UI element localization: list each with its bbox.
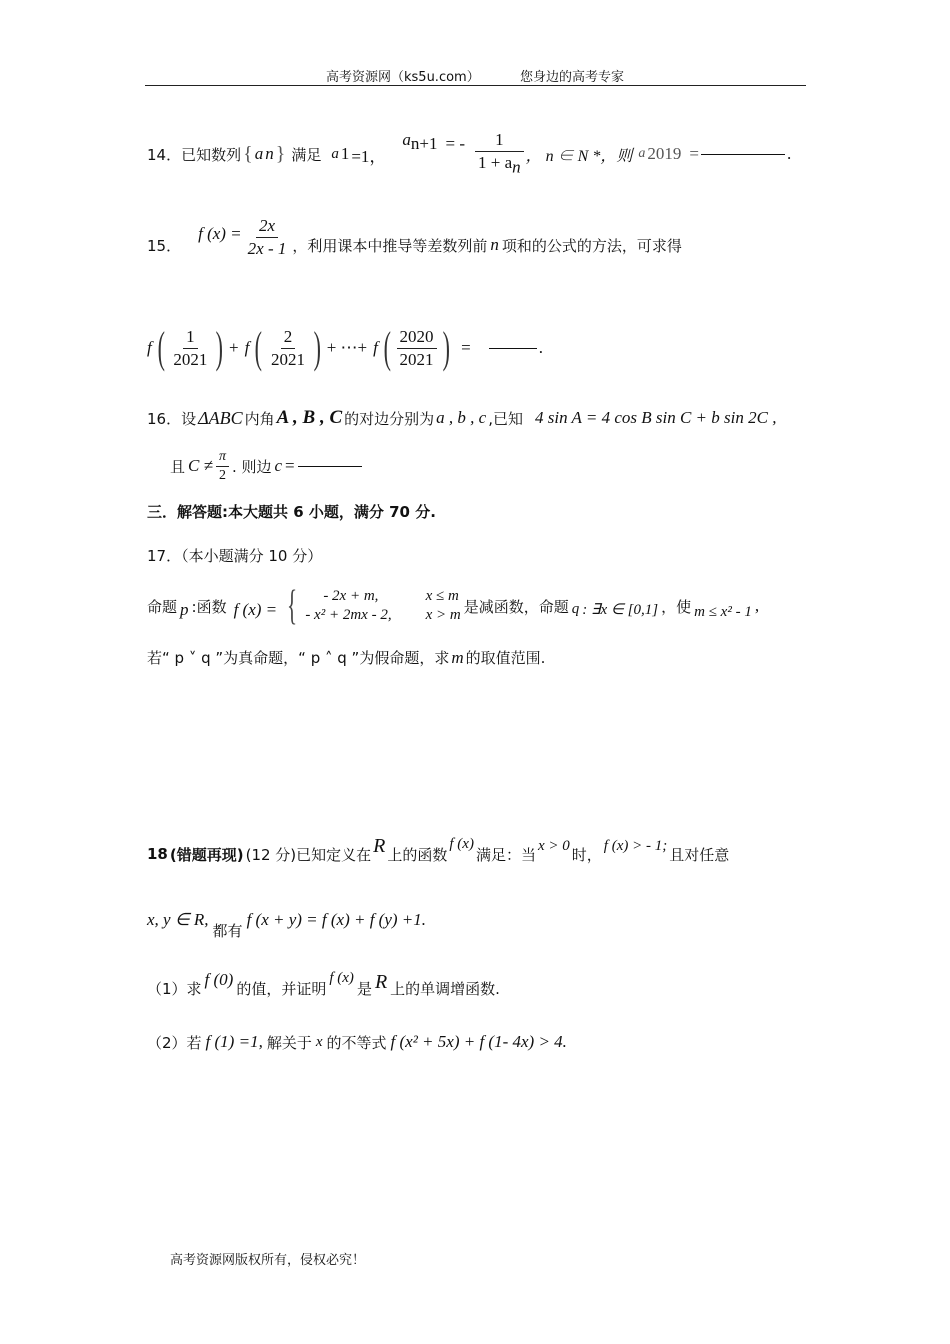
q18-p2-cond: f (1) =1, bbox=[205, 1032, 263, 1051]
q14-end: . bbox=[786, 144, 792, 163]
q15-fraction bbox=[245, 215, 290, 260]
q15-dots: + ⋯+ bbox=[326, 338, 368, 357]
q17-line2-text: 若“ p ˅ q ”为真命题，“ p ˄ q ”为假命题，求 bbox=[147, 649, 450, 667]
q18-cond: x > 0 bbox=[537, 837, 570, 854]
header-site: 高考资源网（ks5u.com） bbox=[326, 70, 480, 85]
q16-c: c bbox=[274, 456, 283, 475]
q15-plus: + bbox=[229, 338, 239, 357]
q16-line2 bbox=[170, 444, 362, 488]
q15-number: 15． bbox=[147, 236, 182, 255]
q14-seq: a bbox=[254, 144, 264, 163]
q18-p1-fx: f (x) bbox=[329, 969, 354, 986]
q16-two: 2 bbox=[216, 466, 229, 485]
q14-frac-den: 1 + a bbox=[478, 153, 513, 173]
q14-target: a bbox=[638, 146, 646, 161]
q18-part1 bbox=[147, 968, 500, 1008]
q14-nset: ， n ∈ N *，则 bbox=[525, 147, 633, 165]
q14-rec-lhs: a bbox=[402, 129, 411, 149]
q17-colon: :函数 bbox=[191, 597, 227, 616]
q18-line2-eq: f (x + y) = f (x) + f (y) +1. bbox=[246, 910, 427, 929]
q14-target-eq: = bbox=[689, 144, 699, 163]
question-16 bbox=[147, 402, 776, 434]
q15-frac-den: 2x - 1 bbox=[247, 238, 287, 258]
q14-fraction bbox=[475, 129, 524, 178]
q17-p: p bbox=[180, 600, 189, 619]
q17-m: m bbox=[451, 647, 464, 667]
q17-p-label: 命题 bbox=[147, 597, 178, 616]
q16-number: 16．设 bbox=[147, 409, 197, 428]
footer-copyright: 高考资源网版权所有，侵权必究！ bbox=[170, 1253, 366, 1268]
q17-text1: 是减函数，命题 bbox=[463, 597, 569, 616]
q15-text2: 项和的公式的方法，可求得 bbox=[501, 236, 682, 255]
q18-text3: 时， bbox=[571, 845, 602, 864]
question-14: 14．已知数列 { a n } 满足 a 1 =1， $a_{n+1}$ = - $\frac{1}{1 + a_n}$ ， n ∈ N *，则 a 2019 = . bbox=[147, 129, 792, 177]
question-15 bbox=[147, 209, 682, 265]
q16-line2-prefix: 且 bbox=[170, 457, 186, 476]
q14-a1-sub: 1 bbox=[340, 144, 350, 163]
q16-cond: C ≠ bbox=[188, 456, 213, 475]
q17-comma: , bbox=[754, 596, 760, 615]
q15-f1-num: 1 bbox=[183, 326, 198, 349]
section-3-heading: 三．解答题:本大题共 6 小题，满分 70 分. bbox=[147, 503, 436, 521]
q14-cond-text: 满足 bbox=[291, 145, 322, 164]
q15-f2: f bbox=[244, 338, 250, 357]
q18-ineq: f (x) > - 1; bbox=[603, 837, 668, 854]
q17-case1-expr: - 2x + m, bbox=[323, 588, 379, 604]
q17-q-expr: : ∃x ∈ [0,1] bbox=[582, 601, 659, 618]
q15-f3-den: 2021 bbox=[399, 349, 434, 369]
q14-rec-eq: = - bbox=[445, 134, 466, 153]
q18-p2-x: x bbox=[315, 1033, 323, 1050]
q18-text4: 且对任意 bbox=[669, 845, 730, 864]
q14-a1-eq: =1， bbox=[351, 146, 387, 166]
q16-angles: A , B , C bbox=[276, 407, 343, 428]
q18-part2 bbox=[147, 1027, 567, 1057]
q18-fx: f (x) bbox=[449, 835, 474, 852]
q18-p1-text2: 是 bbox=[356, 979, 372, 998]
q18-p1-text: 的值，并证明 bbox=[236, 979, 327, 998]
q16-answer-blank[interactable] bbox=[298, 465, 362, 467]
q14-number: 14．已知数列 bbox=[147, 145, 242, 164]
q18-text1: 上的函数 bbox=[387, 845, 448, 864]
q18-p1-label: （1）求 bbox=[147, 979, 202, 998]
q18-R: R bbox=[373, 834, 386, 857]
q15-fx: f (x) = bbox=[198, 224, 242, 243]
q15-sum-expression: f ( $\frac{1}{2021}$ ) + f ( $\frac{2}{2021}$ ) + ⋯+ f ( $\frac{2020}{2021}$ ) = . bbox=[147, 323, 544, 372]
q15-n: n bbox=[490, 235, 499, 254]
q18-line2-text: 都有 bbox=[212, 921, 243, 940]
q15-text: ，利用课本中推导等差数列前 bbox=[292, 236, 488, 255]
q17-title: 17．（本小题满分 10 分） bbox=[147, 547, 323, 565]
q18-p2-label: （2）若 bbox=[147, 1033, 202, 1052]
q18-p1-end: 上的单调增函数. bbox=[390, 979, 500, 998]
q14-frac-den-sub: n bbox=[512, 157, 521, 177]
q15-f1: f bbox=[147, 338, 152, 357]
q14-frac-num: 1 bbox=[475, 129, 524, 152]
q16-equation: 4 sin A = 4 cos B sin C + b sin 2C , bbox=[535, 408, 777, 427]
q16-pi: π bbox=[218, 448, 226, 464]
q14-rec-sub: n+1 bbox=[410, 134, 438, 154]
q16-text2: 的对边分别为 bbox=[344, 409, 435, 428]
q15-f2-den: 2021 bbox=[271, 349, 306, 369]
q15-frac-num: 2x bbox=[256, 215, 278, 238]
q15-eq: = bbox=[461, 338, 471, 357]
q15-f3-num: 2020 bbox=[397, 326, 437, 349]
q18-p2-text2: 的不等式 bbox=[326, 1033, 387, 1052]
q17-case1-cond: x ≤ m bbox=[425, 588, 459, 604]
q15-f2-num: 2 bbox=[281, 326, 296, 349]
q18-text2: 满足：当 bbox=[475, 845, 536, 864]
q18-p1-f0: f (0) bbox=[204, 970, 234, 989]
q15-end: . bbox=[538, 338, 544, 357]
q16-sides: a , b , c bbox=[436, 408, 487, 427]
q18-tag: (错题再现) bbox=[169, 845, 244, 864]
q17-ineq: m ≤ x² - 1 bbox=[694, 603, 752, 620]
q17-case2-cond: x > m bbox=[425, 607, 461, 623]
question-17: 命题 p :函数 f (x) = { - 2x + m, x ≤ m - x² + 2mx - 2, x > m 是减函数，命题 q : ∃x ∈ [0,1] ，使 m ≤ x² - 1 , bbox=[147, 583, 760, 629]
q18-p1-R: R bbox=[374, 970, 388, 993]
q17-line2 bbox=[147, 647, 545, 668]
header-divider bbox=[145, 85, 806, 86]
q14-target-sub: 2019 bbox=[647, 144, 682, 163]
q18-line2-vars: x, y ∈ R, bbox=[147, 910, 209, 929]
q18-p2-ineq: f (x² + 5x) + f (1- 4x) > 4. bbox=[390, 1032, 567, 1051]
q17-fx: f (x) = bbox=[233, 600, 278, 619]
q18-number: 18 bbox=[147, 845, 168, 863]
q15-f3: f bbox=[373, 338, 378, 357]
header-slogan: 您身边的高考专家 bbox=[520, 70, 625, 85]
q16-eqsign: = bbox=[285, 456, 295, 475]
q18-p2-text: 解关于 bbox=[266, 1033, 312, 1052]
q18-score: (12 分)已知定义在 bbox=[245, 845, 372, 864]
q18-line2 bbox=[147, 906, 426, 946]
q17-case2-expr: - x² + 2mx - 2, bbox=[305, 607, 392, 623]
q14-a1: a bbox=[331, 145, 339, 162]
q15-f1-den: 2021 bbox=[173, 349, 208, 369]
q16-line2-text: . 则边 bbox=[231, 457, 272, 476]
q17-line2-end: 的取值范围. bbox=[465, 649, 546, 667]
q16-text3: ,已知 bbox=[488, 409, 523, 428]
q14-answer-blank[interactable] bbox=[701, 153, 785, 155]
q14-sub-n: n bbox=[265, 144, 274, 163]
q17-text2: ，使 bbox=[661, 597, 692, 616]
q17-q: q bbox=[571, 600, 580, 617]
q16-triangle: ΔABC bbox=[198, 407, 243, 428]
q15-answer-blank[interactable] bbox=[489, 347, 537, 349]
q16-text1: 内角 bbox=[244, 409, 275, 428]
question-18 bbox=[147, 834, 729, 874]
q17-piecewise bbox=[305, 588, 460, 624]
